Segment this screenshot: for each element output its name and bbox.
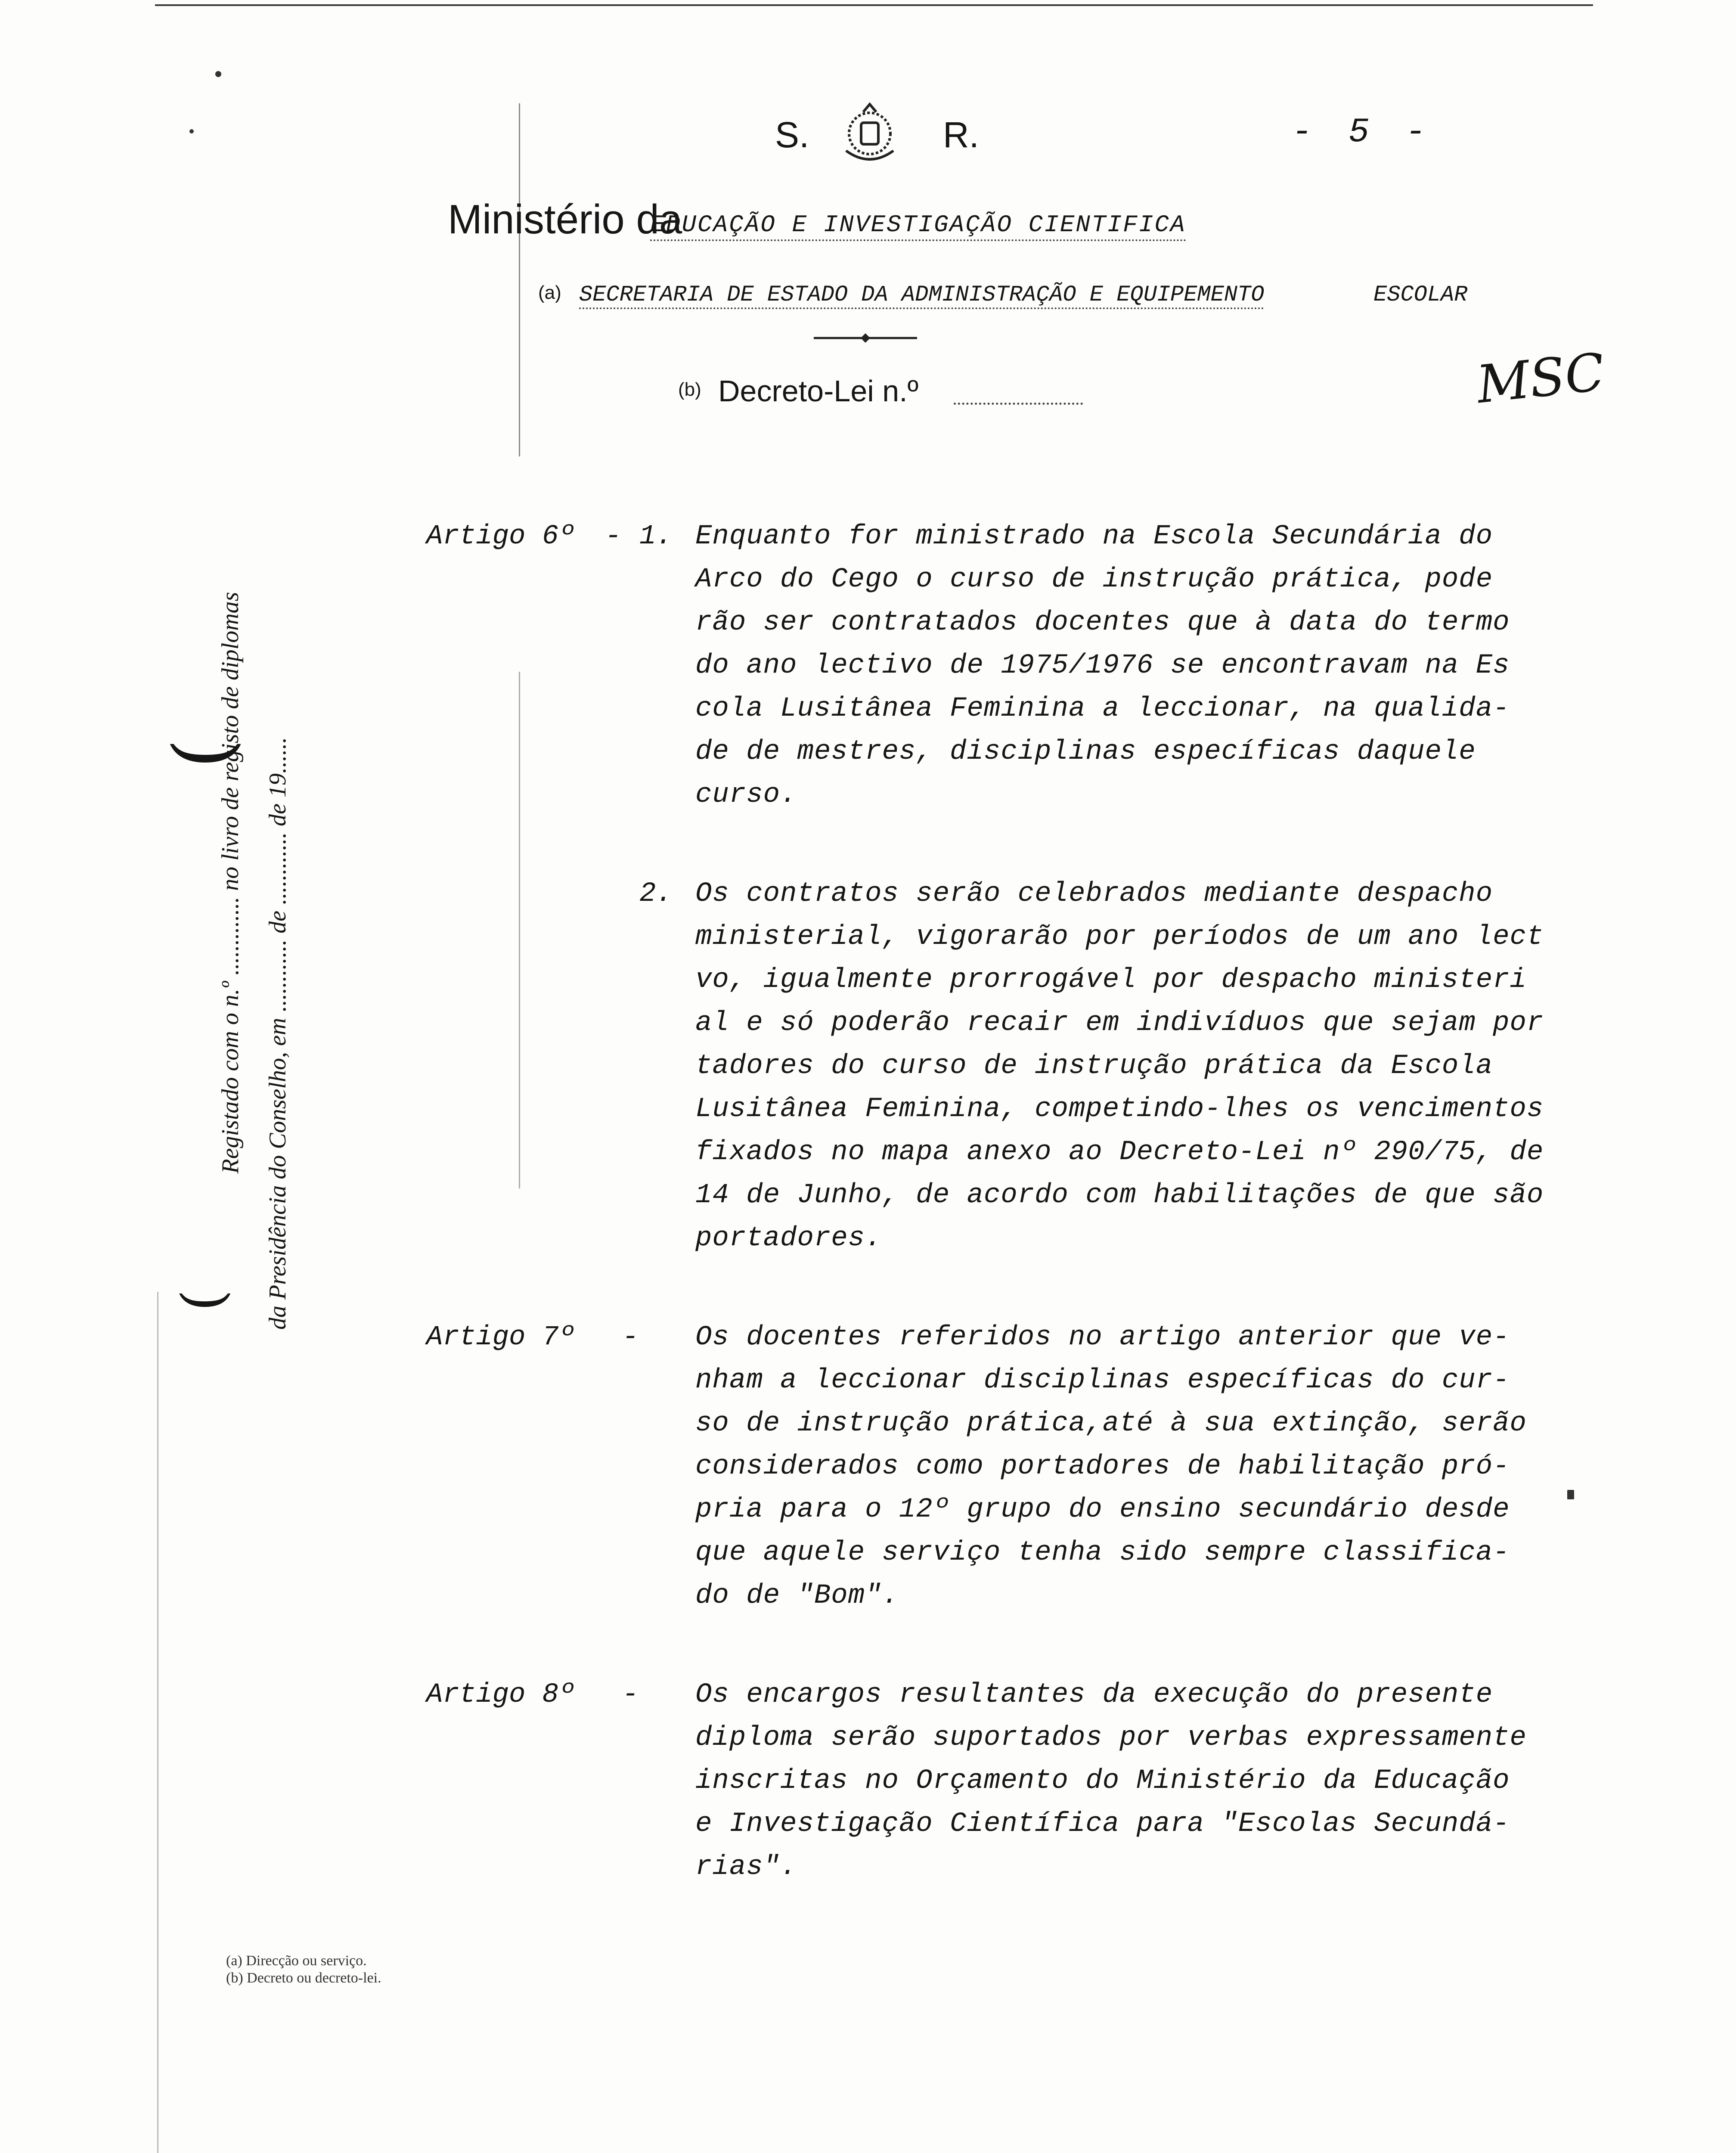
text-line: considerados como portadores de habilitação pró- [695, 1451, 1510, 1482]
secretaria-footnote-mark: (a) [538, 282, 561, 303]
text-line: nham a leccionar disciplinas específicas do cur- [695, 1365, 1510, 1396]
text-line: rão ser contratados docentes que à data do termo [695, 607, 1510, 638]
margin-rule [157, 1292, 158, 2153]
margin-rule [519, 672, 520, 1188]
sr-left: S. [775, 115, 809, 155]
footnote-a: (a) Direcção ou serviço. [226, 1953, 367, 1969]
page-number: - 5 - [1292, 113, 1434, 152]
sr-right: R. [943, 115, 979, 155]
paragraph-number: 2. [639, 878, 673, 909]
text-line: do de "Bom". [695, 1580, 899, 1611]
margin-rule [519, 103, 520, 456]
text-line: ministerial, vigorarão por períodos de um ano lect [695, 921, 1544, 952]
sidebar-bracket: ( [157, 738, 248, 769]
top-border-rule [155, 4, 1593, 6]
text-line: tadores do curso de instrução prática da Escola [695, 1051, 1493, 1082]
decreto-number-blank [954, 403, 1083, 405]
secretaria-value: SECRETARIA DE ESTADO DA ADMINISTRAÇÃO E EQUIPEMENTO [579, 282, 1264, 309]
article-dash: - [605, 521, 622, 552]
footnote-b: (b) Decreto ou decreto-lei. [226, 1970, 381, 1986]
text-line: cola Lusitânea Feminina a leccionar, na qualida- [695, 693, 1510, 724]
text-line: Os docentes referidos no artigo anterior que ve- [695, 1322, 1510, 1353]
text-line: do ano lectivo de 1975/1976 se encontravam na Es [695, 650, 1510, 681]
text-line: Lusitânea Feminina, competindo-lhes os vencimentos [695, 1094, 1544, 1125]
article-label: Artigo 8º [426, 1679, 575, 1710]
article-dash: - [622, 1322, 639, 1353]
ornament-divider [814, 332, 917, 344]
article-label: Artigo 6º [426, 521, 575, 552]
text-line: diploma serão suportados por verbas expressamente [695, 1722, 1527, 1753]
paragraph-number: 1. [639, 521, 673, 552]
decreto-footnote-mark: (b) [678, 379, 701, 400]
text-line: curso. [695, 779, 797, 810]
decreto-label: Decreto-Lei n.º [718, 374, 919, 408]
text-line: inscritas no Orçamento do Ministério da Educação [695, 1765, 1510, 1796]
text-line: Arco do Cego o curso de instrução prática, pode [695, 564, 1493, 595]
handwritten-initials: MSC [1474, 342, 1608, 416]
scan-speck [215, 71, 221, 77]
text-line: que aquele serviço tenha sido sempre classifica- [695, 1537, 1510, 1568]
text-line: pria para o 12º grupo do ensino secundário desde [695, 1494, 1510, 1525]
presidency-line: da Presidência do Conselho, em ............ de ............ de 19...... [264, 737, 291, 1330]
sidebar-bracket: ( [170, 1289, 235, 1312]
article-label: Artigo 7º [426, 1322, 575, 1353]
coat-of-arms-icon [833, 99, 906, 168]
text-line: 14 de Junho, de acordo com habilitações de que são [695, 1180, 1544, 1211]
article-dash: - [622, 1679, 639, 1710]
ministry-label: Ministério da [448, 196, 682, 242]
text-line: fixados no mapa anexo ao Decreto-Lei nº 290/75, de [695, 1137, 1544, 1168]
registration-line: Registado com o n.º ............. no livro de registo de diplomas [217, 592, 244, 1174]
scan-speck [1567, 1490, 1574, 1499]
text-line: de de mestres, disciplinas específicas daquele [695, 736, 1476, 767]
text-line: Enquanto for ministrado na Escola Secundária do [695, 521, 1493, 552]
text-line: rias". [695, 1852, 797, 1883]
text-line: al e só poderão recair em indivíduos que sejam por [695, 1008, 1544, 1039]
text-line: e Investigação Científica para "Escolas Secundá- [695, 1809, 1510, 1840]
text-line: vo, igualmente prorrogável por despacho ministeri [695, 965, 1527, 996]
secretaria-tail: ESCOLAR [1373, 282, 1468, 307]
text-line: so de instrução prática,até à sua extinção, serão [695, 1408, 1527, 1439]
text-line: portadores. [695, 1223, 882, 1254]
text-line: Os encargos resultantes da execução do presente [695, 1679, 1493, 1710]
scan-speck [189, 129, 194, 133]
ministry-value: EDUCAÇÃO E INVESTIGAÇÃO CIENTIFICA [650, 211, 1186, 241]
text-line: Os contratos serão celebrados mediante despacho [695, 878, 1493, 909]
